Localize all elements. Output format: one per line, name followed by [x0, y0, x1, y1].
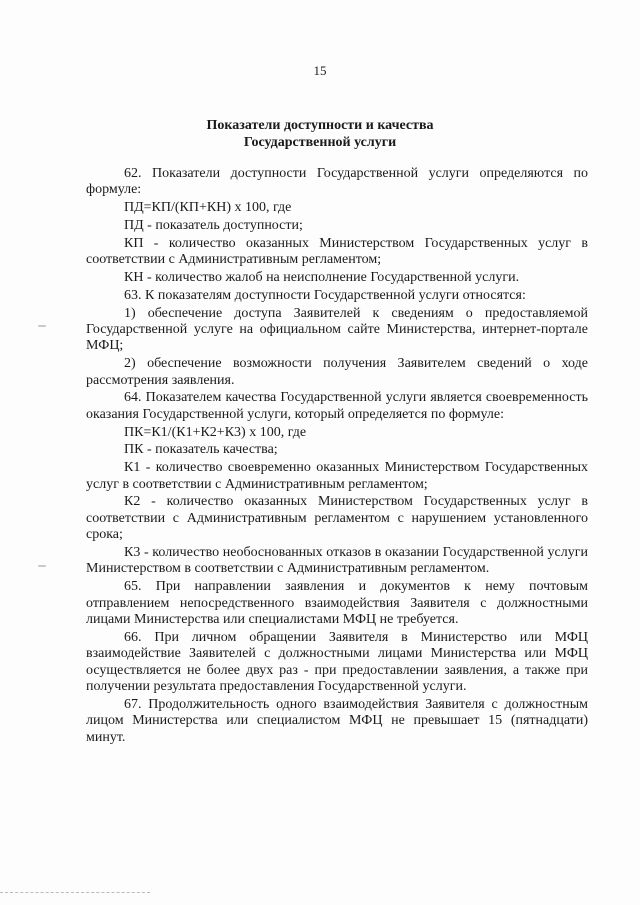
- document-body: [86, 166, 588, 747]
- scan-mark: [38, 565, 46, 567]
- paragraph-65: 65. При направлении заявления и документов к нему почтовым отправлением непосредственного взаимодействия Заявителя с должностными лицами Министерства или специалистами МФЦ не требуется.: [86, 579, 588, 628]
- page-number: 15: [313, 63, 327, 78]
- definition-k2: К2 - количество оказанных Министерством Государственных услуг в соответствии с Административным регламентом с нарушением установленного срока;: [86, 494, 588, 543]
- footer-scan-line: [0, 892, 150, 893]
- formula-availability: ПД=КП/(КП+КН) x 100, где: [124, 200, 292, 216]
- section-title-line-2: Государственной услуги: [243, 135, 397, 150]
- formula-quality: ПК=К1/(К1+К2+К3) x 100, где: [124, 424, 307, 440]
- paragraph-64: 64. Показателем качества Государственной услуги является своевременность оказания Государственной услуги, который определяется по формуле:: [86, 390, 588, 422]
- definition-k1: К1 - количество своевременно оказанных Министерством Государственных услуг в соответствии с Административным регламентом;: [86, 460, 588, 492]
- list-item-63-2: 2) обеспечение возможности получения Заявителем сведений о ходе рассмотрения заявления.: [86, 356, 588, 388]
- definition-pk: ПК - показатель качества;: [124, 442, 278, 458]
- paragraph-66: 66. При личном обращении Заявителя в Министерство или МФЦ взаимодействие Заявителей с должностными лицами Министерства или МФЦ осуществляется не более двух раз - при предоставлении заявления, а также при получении результата предоставления Государственной услуги.: [86, 629, 588, 695]
- paragraph-67: 67. Продолжительность одного взаимодействия Заявителя с должностным лицом Министерства или специалистом МФЦ не превышает 15 (пятнадцати) минут.: [86, 696, 588, 745]
- section-title: [0, 117, 640, 151]
- definition-kp: КП - количество оказанных Министерством Государственных услуг в соответствии с Административным регламентом;: [86, 235, 588, 268]
- definition-kn: КН - количество жалоб на неисполнение Государственной услуги.: [124, 270, 520, 285]
- scan-mark: [38, 325, 46, 327]
- definition-pd: ПД - показатель доступности;: [124, 218, 303, 233]
- section-title-line-1: Показатели доступности и качества: [206, 118, 434, 133]
- paragraph-63: 63. К показателям доступности Государственной услуги относятся:: [124, 287, 526, 303]
- list-item-63-1: 1) обеспечение доступа Заявителей к сведениям о предоставляемой Государственной услуге на официальном сайте Министерства, интернет-портале МФЦ;: [86, 305, 588, 354]
- paragraph-62: 62. Показатели доступности Государственной услуги определяются по формуле:: [86, 166, 588, 198]
- definition-k3: К3 - количество необоснованных отказов в оказании Государственной услуги Министерством в соответствии с Административным регламентом.: [86, 545, 588, 577]
